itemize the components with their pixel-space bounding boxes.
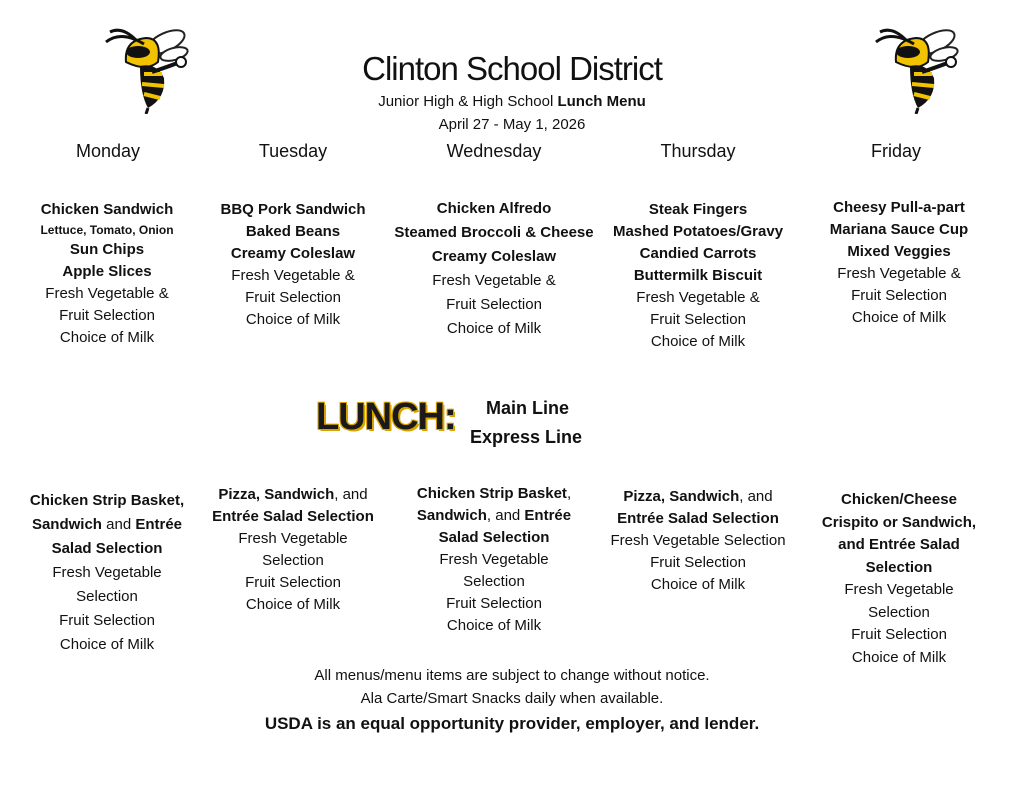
express-menu-monday: Chicken Strip Basket, Sandwich and Entrée Salad Selection Fresh Vegetable Selection Fruit Selection Choice of Milk [29,492,185,653]
main-menu-friday: Cheesy Pull-a-part Mariana Sauce Cup Mixed Veggies Fresh Vegetable & Fruit Selection Choice of Milk [829,199,969,326]
menu-subtitle: Junior High & High School Lunch Menu [378,93,646,110]
main-menu-thursday: Steak Fingers Mashed Potatoes/Gravy Candied Carrots Buttermilk Biscuit Fresh Vegetable & Fruit Selection Choice of Milk [612,201,784,350]
lunch-banner: LUNCH: [316,396,456,438]
usda-statement: USDA is an equal opportunity provider, employer, and lender. [264,714,760,733]
express-line-label: Express Line [470,427,583,447]
day-thursday: Thursday [660,141,736,161]
express-menu-friday: Chicken/Cheese Crispito or Sandwich, and Entrée Salad Selection Fresh Vegetable Selection Fruit Selection Choice of Milk [821,491,977,666]
page-title: Clinton School District [362,50,662,87]
main-menu-wednesday: Chicken Alfredo Steamed Broccoli & Cheese Creamy Coleslaw Fresh Vegetable & Fruit Selection Choice of Milk [394,200,594,337]
menu-dates: April 27 - May 1, 2026 [438,116,586,133]
day-wednesday: Wednesday [446,141,542,161]
lunch-lines [470,394,582,452]
main-line-label: Main Line [486,398,570,418]
main-menu-monday: Chicken Sandwich Lettuce, Tomato, Onion Sun Chips Apple Slices Fresh Vegetable & Fruit Selection Choice of Milk [40,201,174,346]
main-menu-tuesday: BBQ Pork Sandwich Baked Beans Creamy Coleslaw Fresh Vegetable & Fruit Selection Choice of Milk [220,201,366,328]
day-tuesday: Tuesday [258,141,328,161]
day-monday: Monday [75,141,141,161]
snacks-notice: Ala Carte/Smart Snacks daily when available. [360,690,664,707]
change-notice: All menus/menu items are subject to change without notice. [314,667,710,684]
express-menu-tuesday: Pizza, Sandwich, and Entrée Salad Selection Fresh Vegetable Selection Fruit Selection Choice of Milk [212,486,374,613]
express-menu-thursday: Pizza, Sandwich, and Entrée Salad Selection Fresh Vegetable Selection Fruit Selection Choice of Milk [610,488,786,593]
day-friday: Friday [870,141,921,161]
express-menu-wednesday: Chicken Strip Basket, Sandwich, and Entrée Salad Selection Fresh Vegetable Selection Fruit Selection Choice of Milk [416,485,572,634]
